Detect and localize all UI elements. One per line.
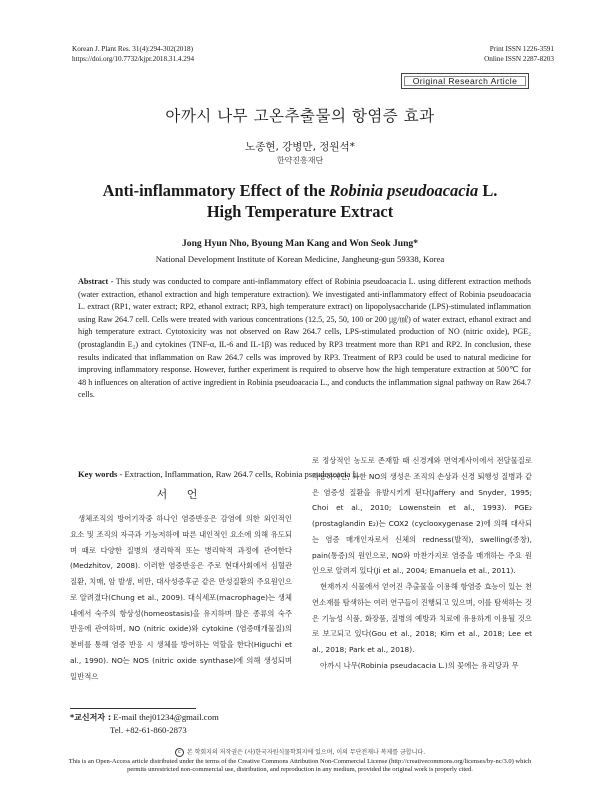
title-korean: 아까시 나무 고온추출물의 항염증 효과 bbox=[165, 107, 435, 125]
badge-inner-border bbox=[404, 76, 526, 86]
footnote-tel: Tel. +82-61-860-2873 bbox=[110, 725, 187, 736]
footnote-divider bbox=[70, 708, 196, 709]
print-issn: Print ISSN 1226-3591 bbox=[489, 45, 554, 53]
abstract-label: Abstract bbox=[78, 277, 109, 286]
title-english-line2: High Temperature Extract bbox=[206, 202, 394, 221]
intro-column-right bbox=[312, 453, 532, 674]
footnote-label: *교신저자 : bbox=[70, 713, 112, 722]
title-english-line1: Anti-inflammatory Effect of the Robinia pseudoacacia L. bbox=[102, 181, 498, 200]
species-name: Robinia pseudoacacia bbox=[329, 181, 479, 200]
intro-left-text: 생체조직의 방어기작중 하나인 염증반응은 감염에 의한 외인적인 요소 및 조직의 자극과 기능저하에 따른 내인적인 요소에 의해 유도되며 때로 다양한 질병의 생리학적 또는 병리학적 과정에 관여한다(Medzhitov, 2008). 이러한 염증반응은 주로 현대사회에서 심혈관질환, 치매, 암 발생, 비만, 대사성증후군 같은 만성질환의 주요원인으로 알려졌다(Chung et al., 2009). 대식세포(macrophage)는 생체 내에서 숙주의 항상성(homeostasis)을 유지하며 많은 종류의 숙주 반응에 관여하며, NO (nitric oxide)와 cytokine (염증매개물질)의 분비를 통해 염증 반응 시 생체를 방어하는 역할을 한다(Higuchi et al., 1990). NO는 NOS (nitric oxide synthase)에 의해 생성되며 일반적으 bbox=[70, 514, 292, 681]
corresponding-author-footnote bbox=[70, 711, 219, 737]
intro-right-para1: 로 정상적인 농도로 존재할 때 신경계와 면역계사이에서 전달물질로 작용하지만, 과한 NO의 생성은 조직의 손상과 신경 퇴행성 질병과 같은 염증성 질환을 유발시키게 된다(Jaffery and Snyder, 1995; Choi et al., 2010; Lowenstein et al., 1993). PGE₂ (prostaglandin E₂)는 COX2 (cyclooxygenase 2)에 의해 대사되는 염증 매개인자로서 신체의 redness(발적), swelling(종창), pain(통증)의 원인으로, NO와 마찬가지로 염증을 매개하는 주요 원인으로 알려져 있다(Ji et al., 2004; Emanuela et al., 2011). bbox=[312, 456, 532, 576]
title-english bbox=[0, 180, 600, 222]
journal-header bbox=[72, 45, 194, 64]
doi-link[interactable]: https://doi.org/10.7732/kjpr.2018.31.4.294 bbox=[72, 54, 195, 63]
authors-korean: 노종현, 강병만, 정원석* bbox=[245, 141, 355, 153]
abstract-text: - This study was conducted to compare anti-inflammatory effect of Robinia pseudoacacia L. using different extraction methods (water extraction, ethanol extraction and high temperature extraction). We investigated anti-inflammatory effect of Robinia pseudoacacia L. extract (RP1, water extract; RP2, ethanol extract; RP3, high temperature extract) on lipopolysaccharide (LPS)-stimulated inflammation using Raw 264.7 cell. Cells were treated with various concentrations (12.5, 25, 50, 100 or 200 ㎍/㎖) of water extract, ethanol extract and high temperature extract. Cytotoxicity was not observed on Raw 264.7 cells, LPS-stimulated production of NO (nitric oxide), PGE₂ (prostaglandin E₂) and cytokines (TNF-α, IL-6 and IL-1β) was reduced by RP3 treatment more than RP1 and RP2. In conclusion, these results indicated that inflammation on Raw 264.7 cells was improved by RP3. Treatment of RP3 could be used to natural medicine for improving inflammatory response. However, further experiment is required to observe how the high temperature extraction at 500℃ for 48 h influences on alteration of active ingredient in Robinia pseudoacacia L., and conducts the inflammation signal pathway on Raw 264.7 cells. bbox=[78, 277, 531, 400]
issn-block bbox=[484, 45, 554, 64]
article-type-label: Original Research Article bbox=[412, 76, 518, 86]
section-heading-introduction: 서 언 bbox=[156, 488, 206, 501]
journal-citation: Korean J. Plant Res. 31(4):294-302(2018) bbox=[72, 45, 193, 53]
copyright-notice bbox=[0, 747, 600, 757]
footnote-email[interactable]: E-mail thej01234@gmail.com bbox=[111, 712, 219, 722]
license-notice: This is an Open-Access article distributed under the terms of the Creative Commons Attribution Non-Commercial License (http://creativecommons.org/licenses/by-nc/3.0) which permits unrestricted non-commercial use, distribution, and reproduction in any medium, provided the original work is properly cited. bbox=[68, 758, 532, 774]
online-issn: Online ISSN 2287-8203 bbox=[484, 54, 554, 63]
copyright-text: 본 학회지의 저작권은 (사)한국자원식물학회지에 있으며, 이의 무단전재나 복제를 금합니다. bbox=[186, 749, 426, 756]
abstract bbox=[78, 276, 531, 402]
intro-paragraph-left bbox=[70, 511, 292, 684]
intro-right-para2: 현재까지 식물에서 얻어진 추출물을 이용해 항염증 효능이 있는 천연소재를 탐색하는 여러 연구들이 진행되고 있으며, 이를 탐색하는 것은 기능성 식품, 화장품, 질병의 예방과 치료에 유용하게 이용될 것으로 보고되고 있다(Gou et al., 2018; Kim et al., 2018; Lee et al., 2018; Park et al., 2018). bbox=[312, 582, 532, 654]
intro-right-para3: 아까시 나무(Robinia pseudacacia L.)의 꽃에는 유리당과 무 bbox=[320, 660, 519, 670]
affiliation-english: National Development Institute of Korean Medicine, Jangheung-gun 59338, Korea bbox=[155, 254, 445, 264]
affiliation-korean: 한약진흥재단 bbox=[276, 156, 324, 165]
copyright-icon: c bbox=[175, 748, 184, 757]
keywords-text: - Extraction, Inflammation, Raw 264.7 cells, Robinia pseudoacacia L. bbox=[117, 469, 360, 479]
keywords-label: Key words bbox=[78, 469, 118, 479]
authors-english: Jong Hyun Nho, Byoung Man Kang and Won Seok Jung* bbox=[181, 238, 419, 249]
article-type-badge bbox=[401, 73, 529, 89]
